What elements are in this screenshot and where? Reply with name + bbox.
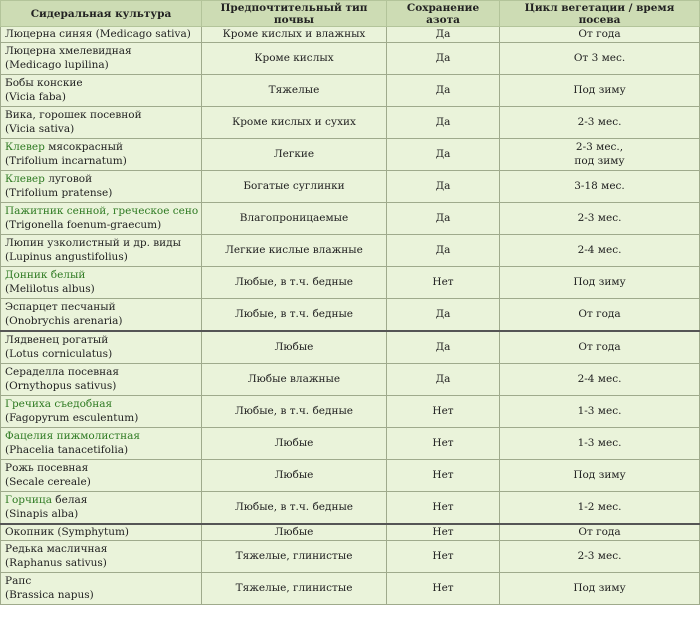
soil-type-cell: Тяжелые, глинистые bbox=[202, 541, 387, 573]
soil-type-cell: Любые bbox=[202, 524, 387, 541]
crop-latin-name: (Trifolium pratense) bbox=[5, 186, 113, 199]
soil-type-cell: Любые влажные bbox=[202, 364, 387, 396]
crop-name-cell bbox=[1, 396, 202, 428]
cycle-cell bbox=[500, 573, 700, 605]
soil-type-cell: Любые, в т.ч. бедные bbox=[202, 299, 387, 332]
crop-name-text: мясокрасный bbox=[44, 141, 123, 153]
crop-latin-name: (Lupinus angustifolius) bbox=[5, 250, 128, 263]
table-row bbox=[1, 43, 700, 75]
crop-name-cell bbox=[1, 203, 202, 235]
table-body bbox=[1, 27, 700, 605]
cycle-text: 2-3 мес. bbox=[577, 211, 622, 224]
nitrogen-cell: Да bbox=[387, 75, 500, 107]
crop-common-name bbox=[5, 237, 198, 251]
soil-type-cell: Легкие кислые влажные bbox=[202, 235, 387, 267]
crop-latin-name: (Raphanus sativus) bbox=[5, 556, 107, 569]
crop-name-cell bbox=[1, 428, 202, 460]
nitrogen-cell: Да bbox=[387, 235, 500, 267]
crop-name-cell bbox=[1, 75, 202, 107]
crop-latin-name: (Melilotus albus) bbox=[5, 282, 95, 295]
cycle-cell bbox=[500, 27, 700, 43]
cycle-cell bbox=[500, 139, 700, 171]
crop-latin-name: (Sinapis alba) bbox=[5, 507, 79, 520]
soil-type-cell: Кроме кислых и влажных bbox=[202, 27, 387, 43]
crop-name-link[interactable]: Пажитник сенной, греческое сено bbox=[5, 205, 199, 217]
crop-name-link[interactable]: Гречиха съедобная bbox=[5, 398, 113, 410]
header-row bbox=[1, 1, 700, 27]
cycle-text: 3-18 мес. bbox=[574, 179, 625, 192]
crop-name-link[interactable]: Фацелия пижмолистная bbox=[5, 430, 140, 442]
table-row bbox=[1, 460, 700, 492]
crop-common-name bbox=[5, 430, 198, 444]
cycle-cell bbox=[500, 235, 700, 267]
table-row bbox=[1, 492, 700, 525]
soil-type-cell: Любые, в т.ч. бедные bbox=[202, 396, 387, 428]
nitrogen-cell: Нет bbox=[387, 396, 500, 428]
cycle-text: 2-3 мес., bbox=[575, 141, 624, 153]
crop-common-name bbox=[5, 334, 198, 348]
nitrogen-cell: Нет bbox=[387, 524, 500, 541]
crop-latin-name: (Trifolium incarnatum) bbox=[5, 154, 127, 167]
soil-type-cell: Любые bbox=[202, 460, 387, 492]
crop-common-name bbox=[5, 366, 198, 380]
crop-latin-name: (Phacelia tanacetifolia) bbox=[5, 443, 129, 456]
cycle-cell bbox=[500, 541, 700, 573]
table-row bbox=[1, 235, 700, 267]
cycle-text: 1-3 мес. bbox=[577, 404, 622, 417]
crop-name-text: Рапс bbox=[5, 575, 32, 587]
crop-common-name bbox=[5, 526, 198, 540]
crop-latin-name: (Trigonella foenum-graecum) bbox=[5, 218, 162, 231]
crop-name-link[interactable]: Клевер bbox=[5, 141, 45, 153]
nitrogen-cell: Нет bbox=[387, 428, 500, 460]
crop-name-text: Бобы конские bbox=[5, 77, 83, 89]
cycle-text: От года bbox=[578, 27, 621, 40]
cycle-text: Под зиму bbox=[573, 275, 626, 288]
crop-common-name bbox=[5, 141, 198, 155]
nitrogen-cell: Нет bbox=[387, 492, 500, 525]
cycle-text: Под зиму bbox=[573, 83, 626, 96]
crop-latin-name: (Ornythopus sativus) bbox=[5, 379, 117, 392]
cycle-cell bbox=[500, 107, 700, 139]
crop-latin-name: (Secale cereale) bbox=[5, 475, 91, 488]
crop-name-text: Люпин узколистный и др. виды bbox=[5, 237, 182, 249]
crop-name-text: Сераделла посевная bbox=[5, 366, 120, 378]
header-nitrogen: Сохранение азота bbox=[387, 1, 500, 27]
soil-type-cell: Тяжелые bbox=[202, 75, 387, 107]
soil-type-cell: Тяжелые, глинистые bbox=[202, 573, 387, 605]
soil-type-cell: Богатые суглинки bbox=[202, 171, 387, 203]
nitrogen-cell: Нет bbox=[387, 573, 500, 605]
nitrogen-cell: Да bbox=[387, 27, 500, 43]
cycle-text: Под зиму bbox=[573, 468, 626, 481]
crop-name-link[interactable]: Клевер bbox=[5, 173, 45, 185]
crop-name-cell bbox=[1, 235, 202, 267]
crop-common-name bbox=[5, 462, 198, 476]
table-row bbox=[1, 331, 700, 364]
cycle-cell bbox=[500, 460, 700, 492]
crop-name-cell bbox=[1, 171, 202, 203]
cycle-cell bbox=[500, 43, 700, 75]
cycle-text: 2-4 мес. bbox=[577, 372, 622, 385]
crop-latin-name: (Lotus corniculatus) bbox=[5, 347, 113, 360]
cycle-cell bbox=[500, 364, 700, 396]
nitrogen-cell: Да bbox=[387, 43, 500, 75]
table-row bbox=[1, 573, 700, 605]
crop-name-text: Люцерна синяя (Medicago sativa) bbox=[5, 27, 191, 40]
header-cycle: Цикл вегетации / время посева bbox=[500, 1, 700, 27]
crop-common-name bbox=[5, 77, 198, 91]
cycle-text: От года bbox=[578, 340, 621, 353]
table-row bbox=[1, 428, 700, 460]
nitrogen-cell: Да bbox=[387, 107, 500, 139]
cycle-text: 2-3 мес. bbox=[577, 115, 622, 128]
crop-name-text: Рожь посевная bbox=[5, 462, 89, 474]
nitrogen-cell: Да bbox=[387, 139, 500, 171]
cycle-text: От 3 мес. bbox=[573, 51, 626, 64]
crop-name-cell bbox=[1, 541, 202, 573]
cycle-cell bbox=[500, 524, 700, 541]
cycle-cell bbox=[500, 331, 700, 364]
nitrogen-cell: Нет bbox=[387, 460, 500, 492]
soil-type-cell: Влагопроницаемые bbox=[202, 203, 387, 235]
crop-name-text: Лядвенец рогатый bbox=[5, 334, 109, 346]
table-row bbox=[1, 203, 700, 235]
nitrogen-cell: Да bbox=[387, 331, 500, 364]
table-row bbox=[1, 396, 700, 428]
table-row bbox=[1, 139, 700, 171]
cycle-cell bbox=[500, 171, 700, 203]
crop-latin-name: (Vicia sativa) bbox=[5, 122, 75, 135]
soil-type-cell: Любые, в т.ч. бедные bbox=[202, 492, 387, 525]
cycle-text-extra: под зиму bbox=[574, 154, 625, 167]
nitrogen-cell: Да bbox=[387, 299, 500, 332]
table-row bbox=[1, 364, 700, 396]
crop-name-cell bbox=[1, 492, 202, 525]
crop-name-link[interactable]: Донник белый bbox=[5, 269, 86, 281]
crop-latin-name: (Onobrychis arenaria) bbox=[5, 314, 123, 327]
crop-common-name bbox=[5, 45, 198, 59]
cycle-cell bbox=[500, 203, 700, 235]
crop-name-cell bbox=[1, 267, 202, 299]
cycle-cell bbox=[500, 428, 700, 460]
cycle-cell bbox=[500, 492, 700, 525]
cycle-text: 2-3 мес. bbox=[577, 549, 622, 562]
nitrogen-cell: Нет bbox=[387, 267, 500, 299]
crop-name-cell bbox=[1, 107, 202, 139]
crop-name-cell bbox=[1, 43, 202, 75]
crop-latin-name: (Brassica napus) bbox=[5, 588, 94, 601]
cycle-text: 1-3 мес. bbox=[577, 436, 622, 449]
crop-name-cell bbox=[1, 573, 202, 605]
cycle-text: От года bbox=[578, 307, 621, 320]
cycle-text: От года bbox=[578, 525, 621, 538]
nitrogen-cell: Да bbox=[387, 203, 500, 235]
crop-latin-name: (Fagopyrum esculentum) bbox=[5, 411, 139, 424]
table-row bbox=[1, 27, 700, 43]
table-row bbox=[1, 541, 700, 573]
crop-common-name bbox=[5, 494, 198, 508]
crop-name-cell bbox=[1, 27, 202, 43]
crop-common-name bbox=[5, 28, 198, 42]
cycle-text: 2-4 мес. bbox=[577, 243, 622, 256]
cycle-text: 1-2 мес. bbox=[577, 500, 622, 513]
soil-type-cell: Любые bbox=[202, 428, 387, 460]
crop-common-name bbox=[5, 109, 198, 123]
crop-common-name bbox=[5, 575, 198, 589]
table-row bbox=[1, 107, 700, 139]
soil-type-cell: Любые bbox=[202, 331, 387, 364]
cycle-cell bbox=[500, 267, 700, 299]
cycle-cell bbox=[500, 299, 700, 332]
crop-common-name bbox=[5, 173, 198, 187]
header-soil: Предпочтительный тип почвы bbox=[202, 1, 387, 27]
soil-type-cell: Кроме кислых bbox=[202, 43, 387, 75]
crop-name-text: Окопник (Symphytum) bbox=[5, 525, 130, 538]
table-row bbox=[1, 524, 700, 541]
soil-type-cell: Легкие bbox=[202, 139, 387, 171]
cycle-cell bbox=[500, 396, 700, 428]
cycle-text: Под зиму bbox=[573, 581, 626, 594]
crop-common-name bbox=[5, 301, 198, 315]
crop-latin-name: (Vicia faba) bbox=[5, 90, 66, 103]
crop-name-text: белая bbox=[51, 494, 88, 506]
crop-name-cell bbox=[1, 299, 202, 332]
crop-common-name bbox=[5, 205, 198, 219]
crop-name-cell bbox=[1, 331, 202, 364]
crop-name-cell bbox=[1, 139, 202, 171]
crop-name-cell bbox=[1, 524, 202, 541]
soil-type-cell: Любые, в т.ч. бедные bbox=[202, 267, 387, 299]
crop-name-cell bbox=[1, 364, 202, 396]
table-row bbox=[1, 171, 700, 203]
nitrogen-cell: Да bbox=[387, 364, 500, 396]
table-row bbox=[1, 267, 700, 299]
crop-common-name bbox=[5, 543, 198, 557]
table-row bbox=[1, 299, 700, 332]
crop-common-name bbox=[5, 398, 198, 412]
crop-name-text: Редька масличная bbox=[5, 543, 108, 555]
nitrogen-cell: Нет bbox=[387, 541, 500, 573]
crop-name-text: луговой bbox=[44, 173, 93, 185]
crop-latin-name: (Medicago lupilina) bbox=[5, 58, 109, 71]
crop-common-name bbox=[5, 269, 198, 283]
nitrogen-cell: Да bbox=[387, 171, 500, 203]
crop-name-text: Вика, горошек посевной bbox=[5, 109, 142, 121]
table-row bbox=[1, 75, 700, 107]
header-crop: Сидеральная культура bbox=[1, 1, 202, 27]
crop-name-cell bbox=[1, 460, 202, 492]
crop-name-link[interactable]: Горчица bbox=[5, 494, 52, 506]
cycle-cell bbox=[500, 75, 700, 107]
crop-name-text: Эспарцет песчаный bbox=[5, 301, 116, 313]
crop-name-text: Люцерна хмелевидная bbox=[5, 45, 132, 57]
soil-type-cell: Кроме кислых и сухих bbox=[202, 107, 387, 139]
